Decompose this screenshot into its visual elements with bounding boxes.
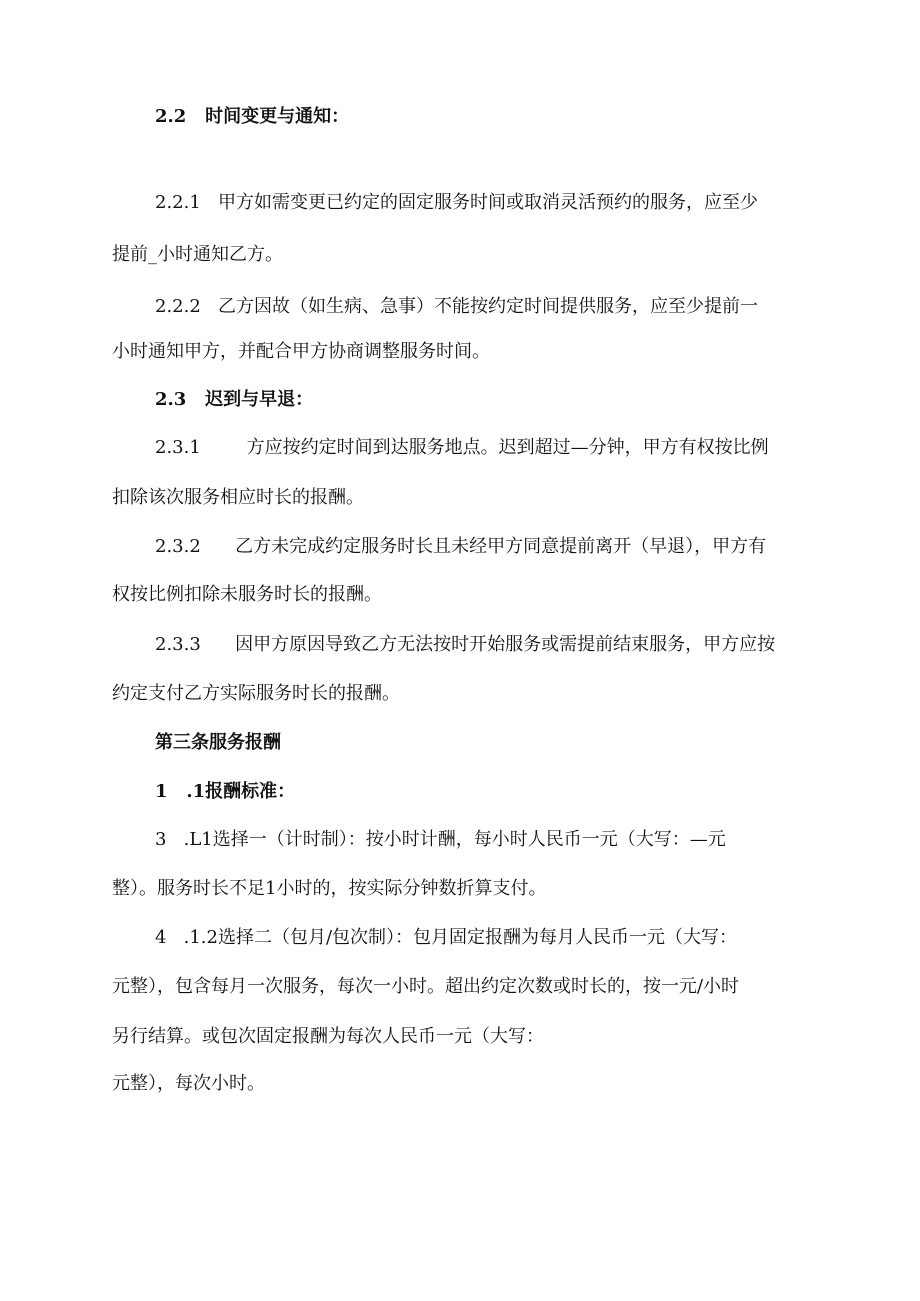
- option-2-line-3: 另行结算。或包次固定报酬为每次人民币一元（大写：: [112, 1026, 544, 1047]
- paragraph-2-3-2-line-1: 2.3.2 乙方未完成约定服务时长且未经甲方同意提前离开（早退），甲方有: [155, 536, 767, 557]
- paragraph-2-3-2-line-2: 权按比例扣除未服务时长的报酬。: [112, 584, 382, 605]
- article-3-heading: 第三条服务报酬: [155, 732, 281, 753]
- paragraph-2-3-3-line-2: 约定支付乙方实际服务时长的报酬。: [112, 683, 400, 704]
- option-2-line-1: 4 .1.2选择二（包月/包次制）：包月固定报酬为每月人民币一元（大写：: [155, 927, 738, 948]
- paragraph-2-3-3-line-1: 2.3.3 因甲方原因导致乙方无法按时开始服务或需提前结束服务，甲方应按: [155, 634, 776, 655]
- option-2-line-4: 元整），每次小时。: [112, 1073, 265, 1094]
- paragraph-2-2-1-line-1: 2.2.1 甲方如需变更已约定的固定服务时间或取消灵活预约的服务，应至少: [155, 192, 758, 213]
- paragraph-2-2-1-line-2: 提前_小时通知乙方。: [112, 244, 283, 265]
- compensation-standard-heading: 1 .1报酬标准：: [155, 781, 296, 802]
- option-1-line-1: 3 .L1选择一（计时制）：按小时计酬，每小时人民币一元（大写：—元: [155, 829, 726, 850]
- paragraph-2-3-1-line-1: 2.3.1 方应按约定时间到达服务地点。迟到超过—分钟，甲方有权按比例: [155, 437, 769, 458]
- paragraph-2-2-2-line-1: 2.2.2 乙方因故（如生病、急事）不能按约定时间提供服务，应至少提前一: [155, 296, 758, 317]
- section-2-3-heading: 2.3 迟到与早退：: [155, 389, 314, 410]
- paragraph-2-3-1-line-2: 扣除该次服务相应时长的报酬。: [112, 487, 364, 508]
- section-2-2-heading: 2.2 时间变更与通知：: [155, 106, 350, 127]
- paragraph-2-2-2-line-2: 小时通知甲方，并配合甲方协商调整服务时间。: [112, 341, 490, 362]
- option-1-line-2: 整）。服务时长不足1小时的，按实际分钟数折算支付。: [112, 878, 547, 899]
- option-2-line-2: 元整），包含每月一次服务，每次一小时。超出约定次数或时长的，按一元/小时: [112, 976, 740, 997]
